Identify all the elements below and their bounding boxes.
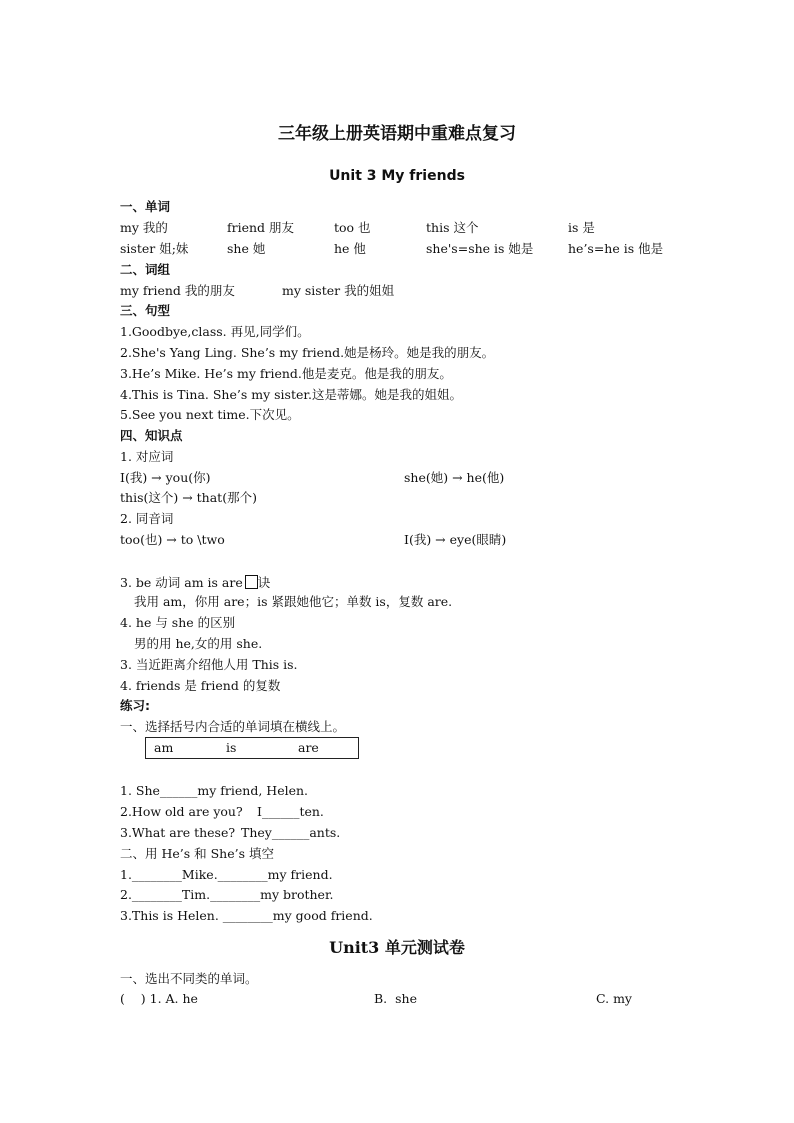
word-bank-item: are xyxy=(298,740,319,755)
sentence-item: 2.She's Yang Ling. She’s my friend.她是杨玲。她是我的朋友。 xyxy=(120,345,495,360)
test-instruction: 一、选出不同类的单词。 xyxy=(120,971,258,986)
exercise-item: They______ants. xyxy=(241,825,341,840)
exercise-item: 2.________Tim.________my brother. xyxy=(120,887,334,902)
knowledge-heading: 四、知识点 xyxy=(120,428,183,443)
he-she-heading: 4. he 与 she 的区别 xyxy=(120,615,236,630)
word-item: this 这个 xyxy=(426,220,479,235)
he-she-text: 男的用 he,女的用 she. xyxy=(134,636,263,651)
practice-instruction: 二、用 He’s 和 She’s 填空 xyxy=(120,846,274,861)
test-question: ( ) 1. A. he xyxy=(120,991,198,1006)
word-bank-box xyxy=(145,737,359,759)
word-item: she's=she is 她是 xyxy=(426,241,534,256)
word-item: she 她 xyxy=(227,241,266,256)
exercise-item: 3.This is Helen. ________my good friend. xyxy=(120,908,373,923)
be-verb-heading-text: 3. be 动词 am is are xyxy=(120,575,243,590)
homophone-item: I(我) → eye(眼睛) xyxy=(404,532,507,547)
word-bank-item: am xyxy=(154,740,174,755)
be-verb-heading-tail: 诀 xyxy=(257,575,271,590)
sentence-item: 4.This is Tina. She’s my sister.这是蒂娜。她是我的姐姐。 xyxy=(120,387,462,402)
knowledge-note: 3. 当近距离介绍他人用 This is. xyxy=(120,657,298,672)
unit-title: Unit 3 My friends xyxy=(329,168,465,184)
test-title: Unit3 单元测试卷 xyxy=(329,938,465,957)
phrase-item: my sister 我的姐姐 xyxy=(282,283,395,298)
word-item: my 我的 xyxy=(120,220,168,235)
practice-instruction: 一、选择括号内合适的单词填在横线上。 xyxy=(120,719,346,734)
exercise-item: 1. She______my friend, Helen. xyxy=(120,783,309,798)
knowledge-note: 4. friends 是 friend 的复数 xyxy=(120,678,281,693)
word-item: he’s=he is 他是 xyxy=(568,241,664,256)
word-item: sister 姐;妹 xyxy=(120,241,189,256)
phrase-item: my friend 我的朋友 xyxy=(120,283,235,298)
exercise-item: 1.________Mike.________my friend. xyxy=(120,867,333,882)
sentence-item: 1.Goodbye,class. 再见,同学们。 xyxy=(120,324,310,339)
exercise-item: 2.How old are you? xyxy=(120,804,243,819)
homophone-heading: 2. 同音词 xyxy=(120,511,174,526)
word-item: he 他 xyxy=(334,241,366,256)
practice-heading: 练习: xyxy=(120,698,150,713)
blank-square-icon xyxy=(245,575,258,589)
counterpart-item: this(这个) → that(那个) xyxy=(120,490,257,505)
counterpart-item: she(她) → he(他) xyxy=(404,470,505,485)
be-verb-rhyme: 我用 am，你用 are；is 紧跟她他它；单数 is，复数 are. xyxy=(134,594,453,609)
homophone-item: too(也) → to \two xyxy=(120,532,225,547)
sentence-item: 5.See you next time.下次见。 xyxy=(120,407,300,422)
test-option: C. my xyxy=(596,991,632,1006)
counterpart-heading: 1. 对应词 xyxy=(120,449,174,464)
phrases-heading: 二、词组 xyxy=(120,262,171,277)
word-item: too 也 xyxy=(334,220,371,235)
words-heading: 一、单词 xyxy=(120,199,171,214)
word-item: friend 朋友 xyxy=(227,220,295,235)
page-title: 三年级上册英语期中重难点复习 xyxy=(278,124,516,144)
word-item: is 是 xyxy=(568,220,595,235)
word-bank-item: is xyxy=(226,740,237,755)
exercise-item: I______ten. xyxy=(257,804,324,819)
exercise-item: 3.What are these? xyxy=(120,825,236,840)
be-verb-heading xyxy=(120,575,270,590)
test-option: B. she xyxy=(374,991,417,1006)
sentence-item: 3.He’s Mike. He’s my friend.他是麦克。他是我的朋友。 xyxy=(120,366,452,381)
sentences-heading: 三、句型 xyxy=(120,303,171,318)
counterpart-item: I(我) → you(你) xyxy=(120,470,211,485)
